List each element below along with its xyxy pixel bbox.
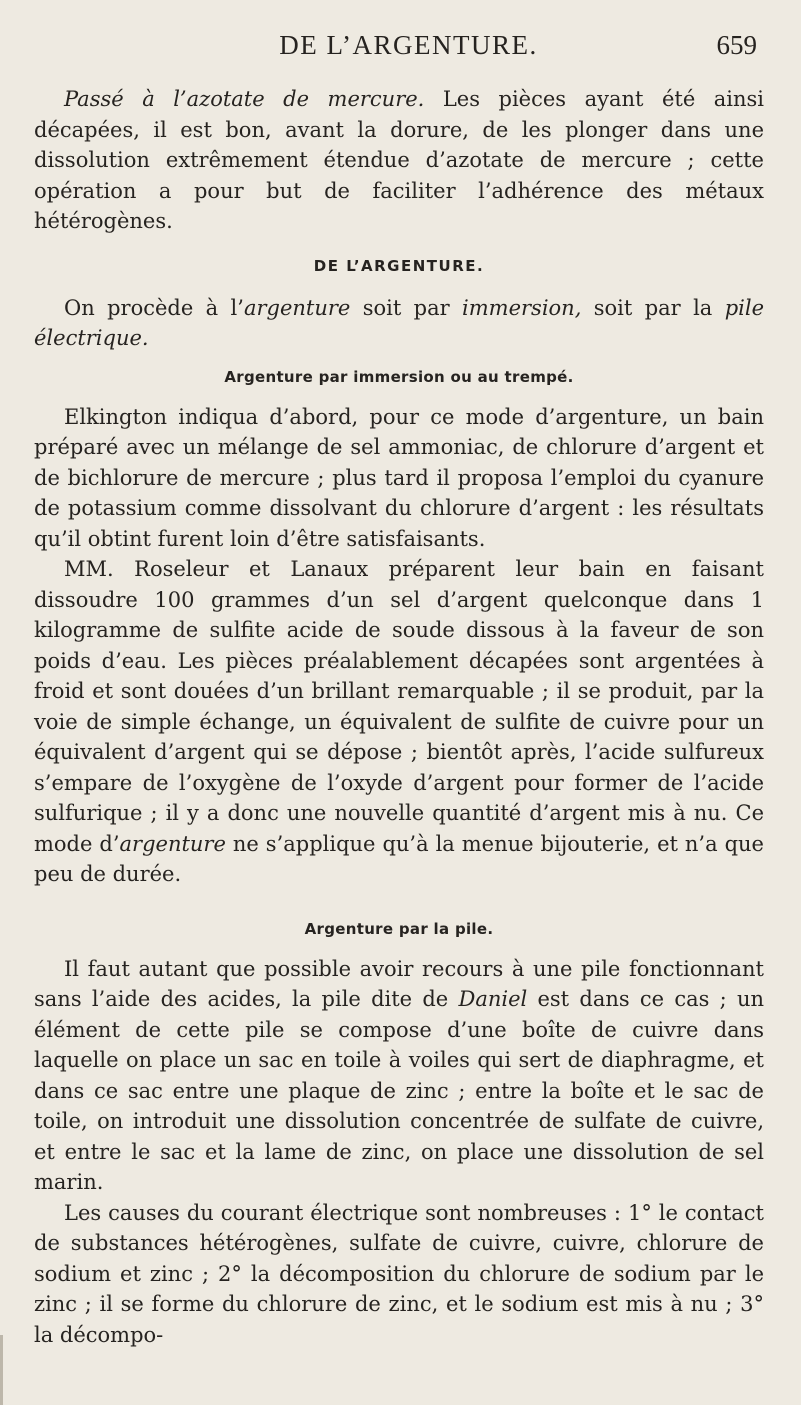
running-head [60,30,757,70]
intro-italic-immersion: immersion, [462,295,582,320]
binding-edge-shadow [0,1335,3,1405]
pile-text-2: est dans ce cas ; un élément de cette pile se compose d’une boîte de cuivre dans laquelle on place un sac en toile à voiles qui sert de diaphragme, et dans ce sac entre une plaque de zinc ; entre la boîte et le sac de toile, on introduit une dissolution concentrée de sulfate de cuivre, et entre le sac et la lame de zinc, on place une dissolution de sel marin. [34,987,764,1194]
intro-text-2: soit par [350,295,463,320]
paragraph-intro [34,293,764,354]
intro-italic-argenture: argenture [243,295,351,320]
roseleur-text-1: MM. Roseleur et Lanaux préparent leur bain en faisant dissoudre 100 grammes d’un sel d’argent quelconque dans 1 kilogramme de sulfite acide de soude dissous à la faveur de son poids d’eau. Les pièces préalablement décapées sont argentées à froid et sont douées d’un brillant remarquable ; il se produit, par la voie de simple échange, un équivalent de sulfite de cuivre pour un équivalent d’argent qui se dépose ; bientôt après, l’acide sulfureux s’empare de l’oxygène de l’oxyde d’argent pour former de l’acide sulfurique ; il y a donc une nouvelle quantité d’argent mis à nu. Ce mode d’ [34,557,764,856]
intro-text-1: On procède à l’ [64,295,244,320]
intro-italic-pile: pile électrique. [34,295,764,350]
running-title: DE L’ARGENTURE. [279,30,538,60]
roseleur-text-2: ne s’applique qu’à la menue bijouterie, et n’a que peu de durée. [34,831,764,886]
subheading-pile: Argenture par la pile. [304,919,494,938]
paragraph-elkington: Elkington indiqua d’abord, pour ce mode d’argenture, un bain préparé avec un mélange de sel ammoniac, de chlorure d’argent et de bichlorure de mercure ; plus tard il proposa l’emploi du cyanure de potassium comme dissolvant du chlorure d’argent : les résultats qu’il obtint furent loin d’être satisfaisants. [34,404,764,551]
paragraph-pile [34,954,764,1198]
roseleur-italic-argenture: argenture [119,831,226,856]
intro-text-3: soit par la [581,295,725,320]
paragraph-azotate [34,84,764,237]
paragraph-azotate-text: Les pièces ayant été ainsi décapées, il est bon, avant la dorure, de les plonger dans une dissolution extrêmement étendue d’azotate de mercure ; cette opération a pour but de faciliter l’adhérence des métaux hétérogènes. [34,87,765,233]
paragraph-lead-azotate: Passé à l’azotate de mercure. [64,87,425,111]
paragraph-roseleur [34,554,764,890]
page-number: 659 [716,30,757,60]
pile-italic-daniel: Daniel [458,987,528,1011]
page-content [34,84,764,1350]
pile-text-1: Il faut autant que possible avoir recours à une pile fonctionnant sans l’aide des acides, la pile dite de [34,956,764,1011]
subheading-immersion: Argenture par immersion ou au trempé. [224,367,574,386]
paragraph-causes: Les causes du courant électrique sont nombreuses : 1° le contact de substances hétérogènes, sulfate de cuivre, cuivre, chlorure de sodium et zinc ; 2° la décomposition du chlorure de sodium par le zinc ; il se forme du chlorure de zinc, et le sodium est mis à nu ; 3° la décompo- [34,1200,764,1347]
section-heading-argenture: DE L’ARGENTURE. [313,256,485,275]
